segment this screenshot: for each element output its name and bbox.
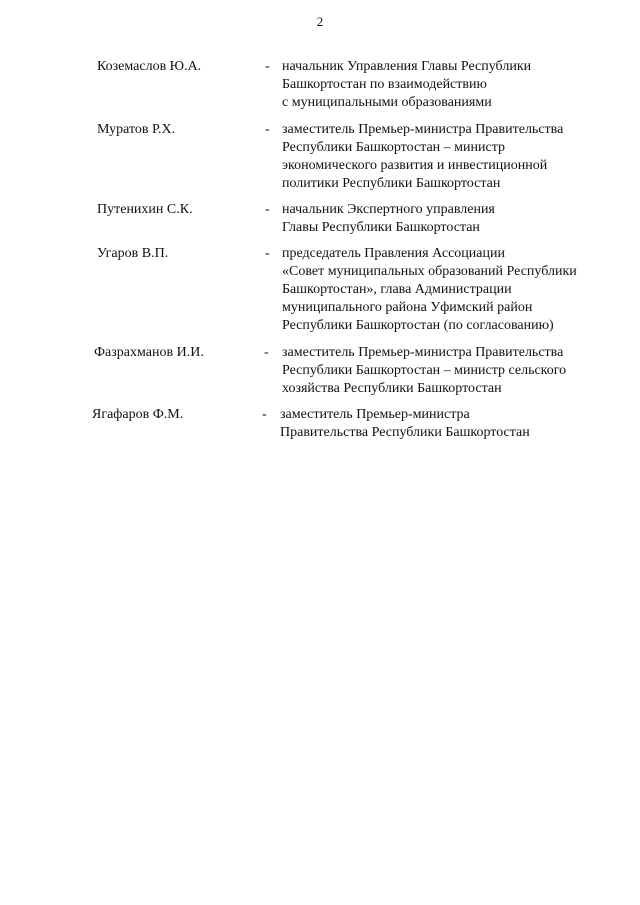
member-position xyxy=(282,201,495,237)
member-position xyxy=(282,121,563,193)
member-name: Муратов Р.Х. xyxy=(97,122,176,137)
member-position xyxy=(282,58,531,112)
position-line: политики Республики Башкортостан xyxy=(282,176,501,191)
position-line: Правительства Республики Башкортостан xyxy=(280,425,530,440)
position-line: Республики Башкортостан – министр xyxy=(282,140,506,155)
member-name: Угаров В.П. xyxy=(97,246,169,261)
position-line: Башкортостан по взаимодействию xyxy=(282,77,487,92)
position-line: Республики Башкортостан – министр сельского xyxy=(282,363,567,378)
position-line: с муниципальными образованиями xyxy=(282,95,492,110)
position-line: хозяйства Республики Башкортостан xyxy=(282,381,502,396)
member-name: Фазрахманов И.И. xyxy=(94,345,204,360)
dash-separator: - xyxy=(265,122,270,137)
dash-separator: - xyxy=(265,246,270,261)
position-line: начальник Управления Главы Республики xyxy=(282,59,532,74)
member-name: Коземаслов Ю.А. xyxy=(97,59,202,74)
member-name: Ягафаров Ф.М. xyxy=(92,407,184,422)
member-position xyxy=(282,344,566,398)
position-line: экономического развития и инвестиционной xyxy=(282,158,548,173)
position-line: Республики Башкортостан (по согласованию) xyxy=(282,318,554,333)
dash-separator: - xyxy=(265,59,270,74)
position-line: Главы Республики Башкортостан xyxy=(282,220,480,235)
page-number: 2 xyxy=(316,14,324,29)
position-line: председатель Правления Ассоциации xyxy=(282,246,505,261)
dash-separator: - xyxy=(265,202,270,217)
member-name: Путенихин С.К. xyxy=(97,202,193,217)
position-line: заместитель Премьер-министра Правительства xyxy=(282,345,564,360)
member-position xyxy=(282,245,577,335)
position-line: заместитель Премьер-министра xyxy=(280,407,470,422)
dash-separator: - xyxy=(262,407,267,422)
position-line: заместитель Премьер-министра Правительства xyxy=(282,122,564,137)
position-line: муниципального района Уфимский район xyxy=(282,300,533,315)
dash-separator: - xyxy=(264,345,269,360)
position-line: Башкортостан», глава Администрации xyxy=(282,282,512,297)
member-position xyxy=(280,406,530,442)
position-line: начальник Экспертного управления xyxy=(282,202,495,217)
position-line: «Совет муниципальных образований Республики xyxy=(282,264,577,279)
